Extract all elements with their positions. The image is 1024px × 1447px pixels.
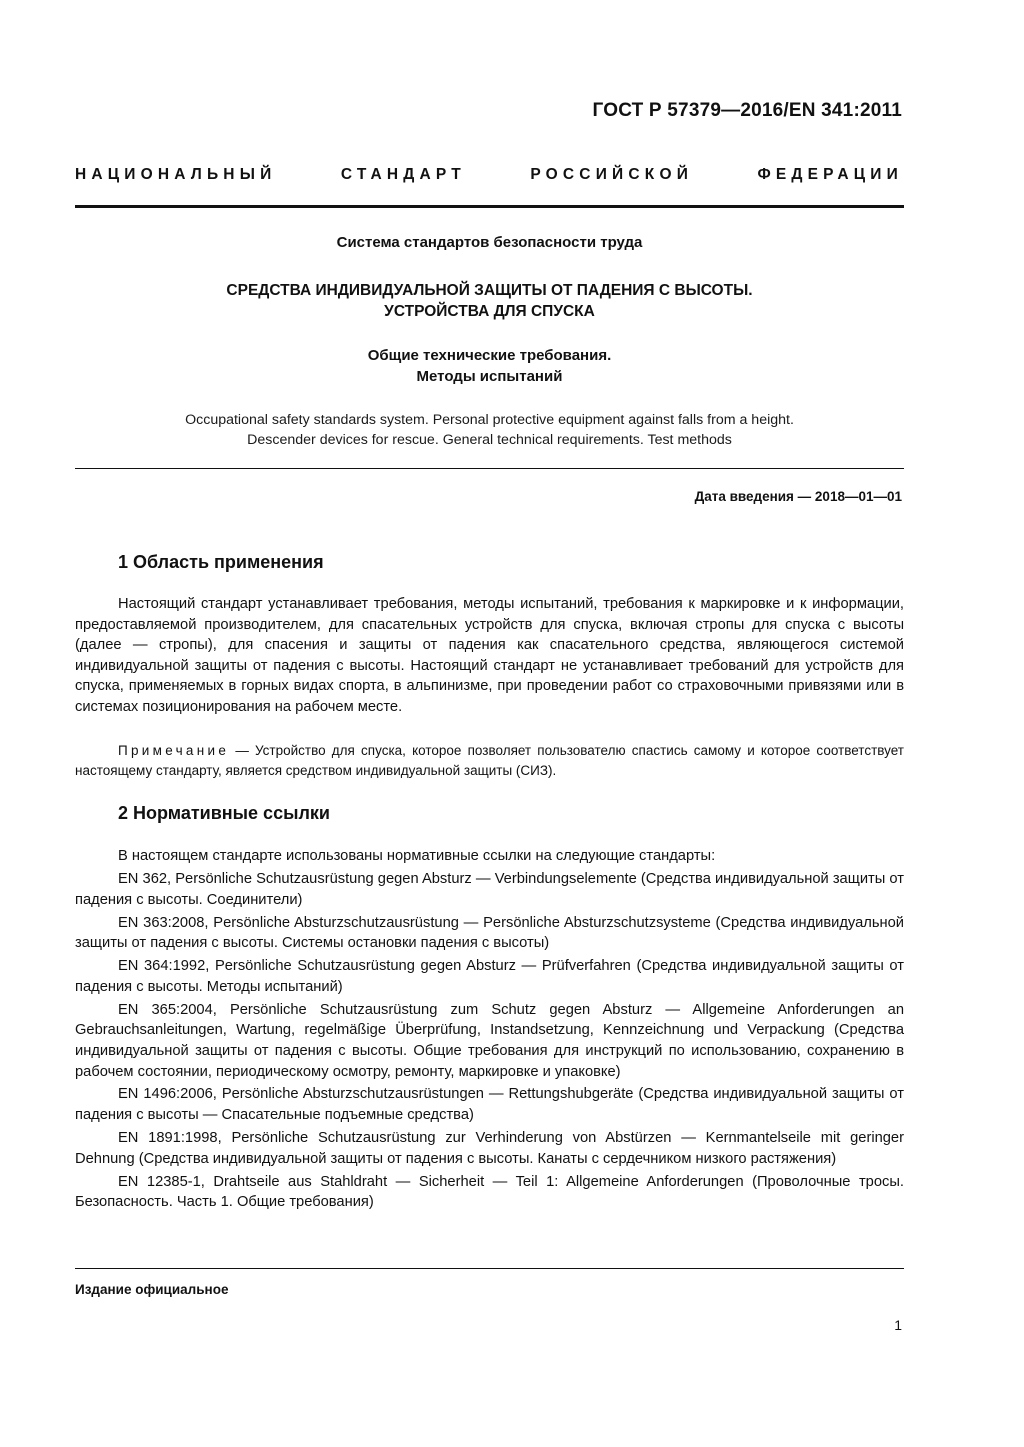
reference-item: EN 1891:1998, Persönliche Schutzausrüstung zur Verhinderung von Abstürzen — Kernmantelseile mit geringer Dehnung (Средства индивидуальной защиты от падения с высоты. Канаты с сердечником низкого растяжения)	[75, 1130, 904, 1167]
page-number: 1	[894, 1317, 902, 1333]
title-divider	[75, 468, 904, 469]
main-title-line: УСТРОЙСТВА ДЛЯ СПУСКА	[384, 303, 595, 320]
official-edition-label: Издание официальное	[75, 1282, 229, 1297]
main-title-line: СРЕДСТВА ИНДИВИДУАЛЬНОЙ ЗАЩИТЫ ОТ ПАДЕНИЯ С ВЫСОТЫ.	[226, 282, 753, 299]
main-title	[75, 280, 904, 322]
scope-section	[75, 594, 904, 718]
document-number: ГОСТ Р 57379—2016/EN 341:2011	[592, 100, 902, 121]
english-title-line: Occupational safety standards system. Personal protective equipment against falls from a height.	[185, 412, 794, 428]
scope-note	[75, 741, 904, 781]
reference-item: EN 362, Persönliche Schutzausrüstung gegen Absturz — Verbindungselemente (Средства индивидуальной защиты от падения с высоты. Соединители)	[75, 870, 904, 908]
header-word: СТАНДАРТ	[340, 166, 466, 183]
reference-item: EN 12385-1, Drahtseile aus Stahldraht — Sicherheit — Teil 1: Allgemeine Anforderungen (Проволочные тросы. Безопасность. Часть 1. Общие требования)	[75, 1173, 904, 1211]
reference-item: EN 364:1992, Persönliche Schutzausrüstung gegen Absturz — Prüfverfahren (Средства индивидуальной защиты от падения с высоты. Методы испытаний)	[75, 958, 904, 995]
sub-title-line: Методы испытаний	[416, 368, 563, 385]
reference-item: EN 365:2004, Persönliche Schutzausrüstung zum Schutz gegen Absturz — Allgemeine Anforderungen an Gebrauchsanleitungen, Wartung, regelmäßige Überprüfung, Instandsetzung, Kennzeichnung und Verpackung (Средства индивидуальной защиты от падения с высоты. Общие требования для инструкций по использованию, сохранению в рабочем состоянии, периодическому осмотру, ремонту, маркировке и упаковке)	[75, 1001, 904, 1080]
scope-paragraph: Настоящий стандарт устанавливает требования, методы испытаний, требования к маркировке и к информации, предоставляемой производителем, для спасательных устройств для спуска, включая стропы для спуска с высоты (далее — стропы), для спасения и защиты от падения как спасательного средства, являющегося системой индивидуальной защиты от падения с высоты. Настоящий стандарт не устанавливает требований для устройств для спуска, применяемых в горных видах спорта, в альпинизме, при проведении работ со страховочными привязями или в системах позиционирования на рабочем месте.	[75, 596, 904, 715]
references-section	[75, 846, 904, 1213]
note-paragraph	[75, 741, 904, 781]
note-text: — Устройство для спуска, которое позволяет пользователю спастись самому и которое соответствует настоящему стандарту, является средством индивидуальной защиты (СИЗ).	[75, 743, 904, 778]
header-divider	[75, 205, 904, 208]
sub-title	[75, 345, 904, 387]
references-intro: В настоящем стандарте использованы нормативные ссылки на следующие стандарты:	[118, 848, 716, 864]
sub-title-line: Общие технические требования.	[367, 347, 612, 364]
system-title: Система стандартов безопасности труда	[336, 234, 643, 251]
english-title	[75, 410, 904, 450]
section-heading-references: 2 Нормативные ссылки	[118, 803, 330, 823]
header-word: ФЕДЕРАЦИИ	[757, 166, 903, 183]
reference-item: EN 1496:2006, Persönliche Absturzschutzausrüstungen — Rettungshubgeräte (Средства индивидуальной защиты от падения с высоты — Спасательные подъемные средства)	[75, 1086, 904, 1124]
header-word: РОССИЙСКОЙ	[530, 166, 694, 183]
national-standard-header	[75, 166, 903, 184]
footer-divider	[75, 1268, 904, 1269]
introduction-date: Дата введения — 2018—01—01	[694, 489, 902, 504]
header-word: НАЦИОНАЛЬНЫЙ	[75, 166, 277, 183]
note-label: Примечание	[118, 743, 230, 758]
reference-item: EN 363:2008, Persönliche Absturzschutzausrüstung — Persönliche Absturzschutzsysteme (Средства индивидуальной защиты от падения с высоты. Системы остановки падения с высоты)	[75, 914, 904, 952]
english-title-line: Descender devices for rescue. General technical requirements. Test methods	[247, 432, 732, 448]
section-heading-scope: 1 Область применения	[118, 552, 324, 572]
